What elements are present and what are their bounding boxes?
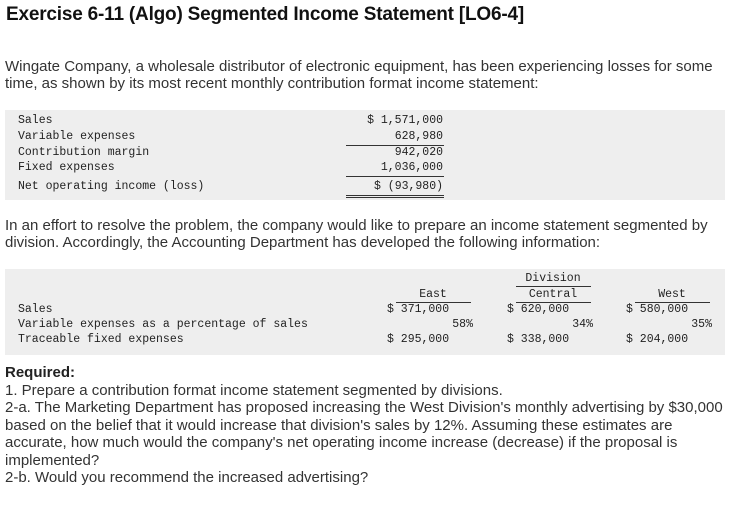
- required-heading: Required:: [5, 364, 76, 381]
- intro-paragraph: Wingate Company, a wholesale distributor of electronic equipment, has been experiencing losses for some time, as shown by its most recent monthly contribution format income statement:: [5, 58, 713, 92]
- required-item-1: 1. Prepare a contribution format income statement segmented by divisions.: [5, 381, 503, 399]
- column-header-central: Central: [528, 288, 578, 301]
- row-value-contribution-margin: 942,020: [394, 146, 443, 159]
- row-value-sales: $ 1,571,000: [367, 114, 443, 127]
- row-label-fixed-expenses: Fixed expenses: [18, 161, 115, 174]
- row-label-sales: Sales: [18, 114, 53, 127]
- middle-paragraph: In an effort to resolve the problem, the company would like to prepare an income statement segmented by division. Accordingly, the Accounting Department has developed the following information:: [5, 217, 708, 251]
- column-header-east: East: [419, 288, 447, 301]
- division-group-header: Division: [525, 272, 581, 285]
- row-value-variable-expenses: 628,980: [394, 130, 443, 143]
- cell-central-variable-percent: 34%: [572, 318, 593, 331]
- double-underline-bottom: [346, 197, 444, 198]
- cell-central-traceable-fixed: $ 338,000: [507, 333, 570, 346]
- row-label-net-operating-income: Net operating income (loss): [18, 180, 205, 193]
- underline: [346, 176, 444, 177]
- cell-west-sales: $ 580,000: [626, 303, 689, 316]
- header-underline: [516, 286, 591, 287]
- cell-east-variable-percent: 58%: [452, 318, 473, 331]
- cell-west-variable-percent: 35%: [691, 318, 712, 331]
- page-title: Exercise 6-11 (Algo) Segmented Income Statement [LO6-4]: [6, 4, 524, 25]
- row-label-contribution-margin: Contribution margin: [18, 146, 150, 159]
- cell-west-traceable-fixed: $ 204,000: [626, 333, 689, 346]
- row-label-variable-expenses: Variable expenses: [18, 130, 136, 143]
- required-item-2b: 2-b. Would you recommend the increased advertising?: [5, 469, 369, 486]
- double-underline-top: [346, 195, 444, 196]
- row-label-variable-percent: Variable expenses as a percentage of sales: [18, 318, 308, 331]
- row-label-sales: Sales: [18, 303, 53, 316]
- column-header-west: West: [658, 288, 686, 301]
- row-value-fixed-expenses: 1,036,000: [380, 161, 443, 174]
- required-section: [5, 364, 729, 487]
- cell-central-sales: $ 620,000: [507, 303, 570, 316]
- cell-east-sales: $ 371,000: [387, 303, 450, 316]
- income-statement-table: [5, 110, 725, 200]
- cell-east-traceable-fixed: $ 295,000: [387, 333, 450, 346]
- row-value-net-operating-income: $ (93,980): [373, 180, 443, 193]
- row-label-traceable-fixed: Traceable fixed expenses: [18, 333, 184, 346]
- required-item-2a: 2-a. The Marketing Department has proposed increasing the West Division's monthly advertising by $30,000 based on the belief that it would increase that division's sales by 12%. Assuming these estimates are accurate, how much would the company's net operating income increase (decrease) if the proposal is implemented?: [5, 399, 723, 469]
- division-table: [5, 269, 725, 355]
